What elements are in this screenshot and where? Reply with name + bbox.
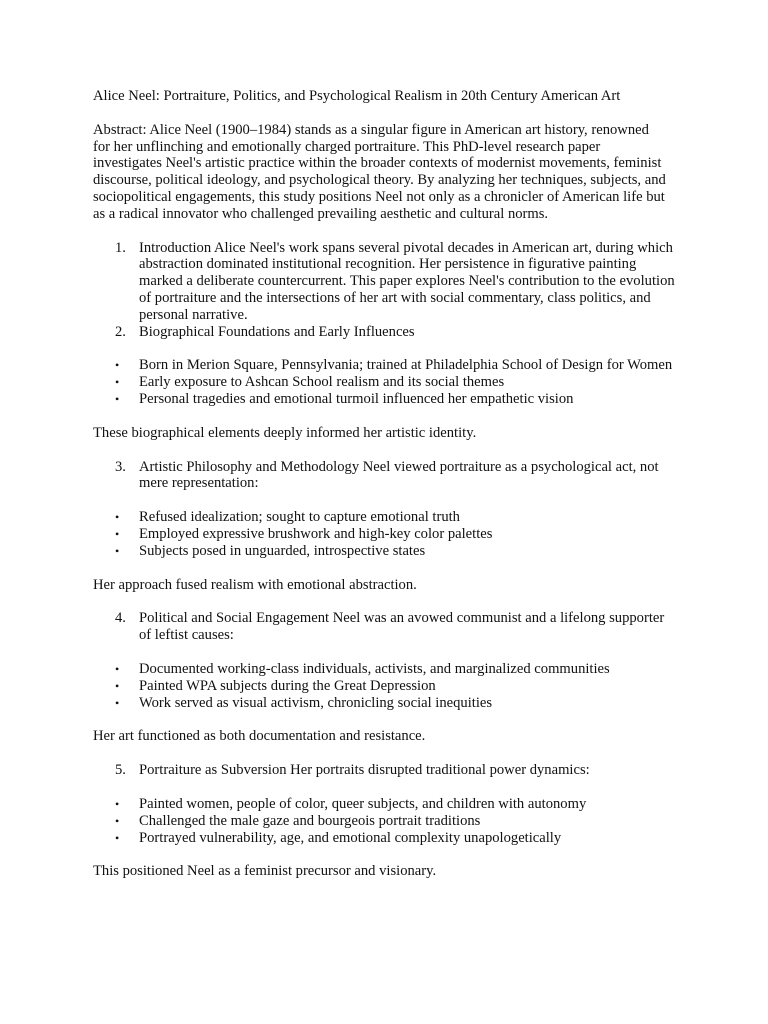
section-number: 1. [115,239,126,256]
list-item: • Painted women, people of color, queer subjects, and children with autonomy [93,796,679,813]
list-item: • Documented working-class individuals, activists, and marginalized communities [93,661,679,678]
section-closing: These biographical elements deeply informed her artistic identity. [93,424,477,441]
section-item-5 [93,762,679,779]
section-number: 3. [115,458,126,475]
list-item: • Employed expressive brushwork and high-key color palettes [93,526,679,543]
document-title: Alice Neel: Portraiture, Politics, and Psychological Realism in 20th Century American Art [93,88,621,104]
section-list-3 [93,459,688,493]
bullet-list-2 [93,357,688,407]
section-list-4 [93,610,688,644]
bullet-list-4 [93,661,688,711]
section-number: 2. [115,323,126,340]
list-item: • Challenged the male gaze and bourgeois portrait traditions [93,813,679,830]
abstract-paragraph: Abstract: Alice Neel (1900–1984) stands as a singular figure in American art history, renowned for her unflinching and emotionally charged portraiture. This PhD-level research paper investigates Neel's artistic practice within the broader contexts of modernist movements, feminist discourse, political ideology, and psychological theory. By analyzing her techniques, subjects, and sociopolitical engagements, this study positions Neel not only as a chronicler of American life but as a radical innovator who challenged prevailing aesthetic and cultural norms. [93,121,666,222]
list-item: • Painted WPA subjects during the Great Depression [93,678,679,695]
section-text: Political and Social Engagement Neel was an avowed communist and a lifelong supporter of leftist causes: [139,610,665,644]
section-text: Introduction Alice Neel's work spans several pivotal decades in American art, during which abstraction dominated institutional recognition. Her persistence in figurative painting marked a deliberate countercurrent. This paper explores Neel's contribution to the evolution of portraiture and the intersections of her art with social commentary, class politics, and personal narrative. [139,239,675,323]
section-text: Artistic Philosophy and Methodology Neel viewed portraiture as a psychological act, not mere representation: [139,458,659,492]
section-closing: Her approach fused realism with emotional abstraction. [93,576,417,593]
section-list-a [93,240,688,341]
section-item-3 [93,459,679,493]
section-number: 5. [115,762,126,779]
section-item-2 [93,324,679,341]
section-text: Portraiture as Subversion Her portraits disrupted traditional power dynamics: [139,762,590,779]
bullet-list-3 [93,509,688,559]
section-closing: Her art functioned as both documentation and resistance. [93,728,426,745]
list-item: • Refused idealization; sought to capture emotional truth [93,509,679,526]
section-item-1 [93,240,679,324]
section-number: 4. [115,610,126,627]
list-item: • Early exposure to Ashcan School realism and its social themes [93,374,679,391]
list-item: • Born in Merion Square, Pennsylvania; trained at Philadelphia School of Design for Women [93,357,679,374]
list-item: • Work served as visual activism, chronicling social inequities [93,695,679,712]
section-text: Biographical Foundations and Early Influences [139,323,415,340]
section-item-4 [93,610,679,644]
section-list-5 [93,762,688,779]
list-item: • Subjects posed in unguarded, introspective states [93,543,679,560]
section-closing: This positioned Neel as a feminist precursor and visionary. [93,863,437,880]
bullet-list-5 [93,796,688,846]
list-item: • Personal tragedies and emotional turmoil influenced her empathetic vision [93,391,679,408]
list-item: • Portrayed vulnerability, age, and emotional complexity unapologetically [93,830,679,847]
